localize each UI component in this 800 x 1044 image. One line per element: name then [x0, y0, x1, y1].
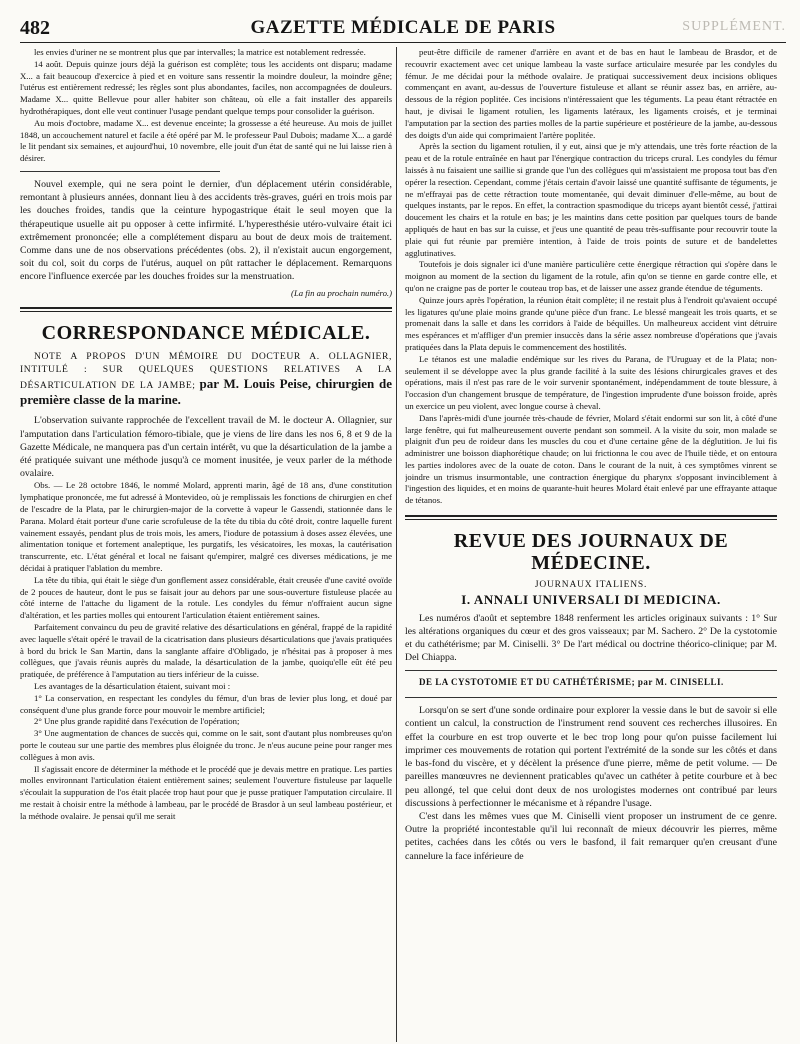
- two-column-body: [20, 47, 786, 1042]
- paragraph: Dans l'après-midi d'une journée très-chaude de février, Molard s'était endormi sur son lit, à côté d'une large fenêtre, qui fut malheureusement ouverte pendant son sommeil. A la visite du soir, mon malade se plaignit d'un peu de roideur dans les muscles du cou et d'une certaine gêne de la déglutition. Je lui fis administrer une boisson diaphorétique chaude; on lui frictionna le cou avec de l'huile tiède, et on entoura les parties indolores avec de la ouate de coton. Dans le courant de la nuit, à ces symptômes vinrent se joindre un trismus insurmontable, une contraction énergique du pharynx s'opposant invinciblement à l'ingestion des liquides, et en moins de quarante-huit heures Molard était enlevé par une effrayante attaque de tétanos.: [405, 412, 777, 506]
- paragraph: Toutefois je dois signaler ici d'une manière particulière cette énergique rétraction qui s'opère dans le moignon au moment de la section du ligament de la rotule, afin qu'on se tienne en garde contre elle, et qu'on ne craigne pas de porter le couteau trop bas, et de laisser une assez grande étendue de téguments.: [405, 259, 777, 293]
- bleed-through-text: SUPPLÉMENT.: [682, 19, 786, 34]
- section-divider: [405, 515, 777, 520]
- paragraph: 2° Une plus grande rapidité dans l'exécution de l'opération;: [34, 716, 240, 727]
- article-heading-title: NOTE A PROPOS D'UN MÉMOIRE DU DOCTEUR A. OLLAGNIER, INTITULÉ : SUR QUELQUES QUESTIONS RELATIVES A LA DÉSARTICULATION DE LA JAMBE;: [20, 351, 392, 392]
- paragraph: les envies d'uriner ne se montrent plus que par intervalles; la matrice est notablement redressée.: [34, 47, 366, 57]
- paragraph: Au mois d'octobre, madame X... est devenue enceinte; la grossesse a été heureuse. Au mois de juillet 1848, un accouchement naturel et facile a été opéré par M. le professeur Paul Dubois; madame X... a gardé le lit pendant six semaines, et aujourd'hui, 10 novembre, elle jouit d'un état de santé qui ne lui laisse rien à désirer.: [20, 117, 392, 164]
- divider: [20, 171, 220, 172]
- paragraph: 1° La conservation, en respectant les condyles du fémur, d'un bras de levier plus long, et doué par conséquent d'une plus grande force pour mouvoir le membre artificiel;: [20, 692, 392, 715]
- paragraph: L'observation suivante rapprochée de l'excellent travail de M. le docteur A. Ollagnier, sur l'amputation dans l'articulation fémoro-tibiale, que je viens de lire dans les nos 6, 8 et 9 de la Gazette Médicale, ne manquera pas d'un certain intérêt, vu que la désarticulation de la jambe a été pratiquée suivant une méthode jusqu'à ce moment inusitée, je veux parler de la méthode ovalaire.: [20, 415, 392, 480]
- section-title-correspondance: CORRESPONDANCE MÉDICALE.: [41, 322, 371, 345]
- paragraph: Parfaitement convaincu du peu de gravité relative des désarticulations en général, frappé de la rapidité avec laquelle s'était opéré le travail de la cicatrisation dans plusieurs désarticulations que j'avais pratiquées à bord du brick le San Martin, dans la sanglante affaire d'Obligado, je n'hésitai pas à proposer à mes collègues, que j'avais réunis auprès du malade, la désarticulation de la jambe, quoiqu'elle eût été peu pratiquée, de préférence à l'amputation au tiers inférieur de la cuisse.: [20, 621, 392, 680]
- journal-title: GAZETTE MÉDICALE DE PARIS: [250, 17, 556, 38]
- subheading-annali: I. ANNALI UNIVERSALI DI MEDICINA.: [461, 591, 721, 607]
- paragraph: Obs. — Le 28 octobre 1846, le nommé Molard, apprenti marin, âgé de 18 ans, d'une constitution lymphatique prononcée, me fut adressé à Montevideo, où je remplissais les fonctions de chirurgien en chef de l'escadre de la Plata, par le chirurgien-major de la corvette à vapeur le Gassendi, stationnée dans le Parana. Molard était porteur d'une carie scrofuleuse de la tête du tibia du côté droit, contre laquelle furent vainement essayés, pendant plus de trois mois, les amers, l'iodure de potassium à doses assez élevées, une alimentation tonique et fortement analeptique, les purgatifs, les vésicatoires, les moxas, la cautérisation transcurrente, etc. L'état général et local ne faisant qu'empirer, malgré ces diverses médications, je me décidai à pratiquer l'ablation du membre.: [20, 480, 392, 573]
- section-divider: [20, 307, 392, 312]
- page-header: [20, 14, 786, 43]
- paragraph: Après la section du ligament rotulien, il y eut, ainsi que je m'y attendais, une très forte réaction de la peau et de la rotule entraînée en haut par l'énergique contraction du triceps crural. Les condyles du fémur laissés à nu faisaient une saillie si grande que l'un des collègues qui m'assistaient me proposa tout bas d'en opérer la resection. Cependant, comme j'étais certain d'avoir laissé une quantité suffisante de téguments, je ne m'effrayai pas de cette rétraction toute momentanée, qui devait diminuer d'elle-même, au bout de quelques instants, par le repos. En effet, la contraction spasmodique du triceps ayant bientôt cessé, j'attirai doucement les chairs et la rotule en bas; je les maintins dans cette position par quelques tours de bande appliqués de haut en bas sur la cuisse, et j'eus une quantité de peau très-suffisante pour recouvrir toute la plaie qui fut réunie par première intention, à l'aide de trois points de suture et de bandelettes agglutinatives.: [405, 141, 777, 258]
- paragraph: C'est dans les mêmes vues que M. Ciniselli vient proposer un instrument de ce genre. Outre la propriété incontestable qu'il lui reconnaît de mieux découvrir les pierres, même petites, cachées dans les côtés ou vers le basfond, il fait remarquer qu'en creusant d'une cannelure la face inférieure de: [405, 810, 777, 862]
- paragraph: Il s'agissait encore de déterminer la méthode et le procédé que je devais mettre en pratique. Les parties molles environnant l'articulation étaient entièrement saines; seulement l'ouverture fistuleuse par laquelle s'écoulait la suppuration de l'os était placée trop haut pour que je pusse pratiquer l'amputation circulaire. Il me restait à choisir entre la méthode à lambeau, par le procédé de Brasdor à un seul lambeau postérieur, et la méthode ovalaire. Je pensai qu'il me serait: [20, 763, 392, 821]
- paragraph: Nouvel exemple, qui ne sera point le dernier, d'un déplacement utérin considérable, remontant à plusieurs années, donnant lieu à des accidents très-graves, guéri en trois mois par les douches froides, tandis que la ceinture hypogastrique était le seul moyen que la thérapeutique usuelle ait pu opposer à cette infirmité. L'hyperesthésie utéro-vulvaire était ici extrêmement prononcée; elle a complétement disparu au bout de deux mois de traitement. Comme dans une de nos observations précédentes (obs. 2), il n'existait aucun engorgement, soit du col, soit du corps de l'utérus, auquel on pût rattacher le déplacement. Remarquons encore l'influence exercée par les douches froides sur la menstruation.: [20, 178, 392, 283]
- column-rule: [396, 47, 397, 1042]
- paragraph: Lorsqu'on se sert d'une sonde ordinaire pour explorer la vessie dans le but de savoir si elle contient un calcul, la construction de l'instrument rend souvent ces recherches illusoires. En effet la courbure en est trop ouverte et le bec trop long pour qu'on puisse facilement lui imprimer ces mouvements de rotation qui portent l'extrémité de la sonde sur les côtés et dans le bas-fond du viscère, et y décèlent la présence d'une pierre, même de petit volume. — De pareilles manœuvres ne deviennent praticables qu'avec un cathéter à petite courbure et à bec peu allongé, tel que celui dont deux de nos urologistes modernes ont contribué par leurs discussions à perfectionner le mécanisme et à répandre l'usage.: [405, 705, 777, 809]
- section-title-revue: REVUE DES JOURNAUX DE MÉDECINE.: [453, 530, 729, 575]
- article-heading-author: par M. Louis Peise, chirurgien de première classe de la marine.: [20, 376, 392, 408]
- right-column: [405, 47, 777, 1042]
- paragraph: peut-être difficile de ramener d'arrière en avant et de bas en haut le lambeau de Brasdor, et de recouvrir exactement avec cet unique lambeau la vaste surface articulaire mesurée par les condyles du fémur. Je me décidai pour la méthode ovalaire. Je pratiquai successivement deux incisions obliques commençant en avant, au-dessus de l'ouverture fistuleuse et allant se réunir assez bas, en arrière, au-dessous de la région poplitée. Ces incisions n'intéressaient que les téguments. La peau étant rétractée en haut, je divisai le ligament rotulien, les ligaments latéraux, les ligaments croisés, et je terminai l'amputation par la section des parties molles de la partie supérieure et postérieure de la jambe, au-dessous des doigts d'un aide qui comprimaient l'artère poplitée.: [405, 47, 777, 140]
- article-title: DE LA CYSTOTOMIE ET DU CATHÉTÉRISME; par M. CINISELLI.: [419, 677, 724, 688]
- paragraph: Le tétanos est une maladie endémique sur les rives du Parana, de l'Uruguay et de la Plata; non-seulement il se développe avec la plus grande facilité à la suite des lésions chirurgicales graves et des opérations, mais il n'est pas rare de le voir survenir spontanément, indépendamment de toute blessure, à l'occasion d'un changement brusque de température, de l'ingestion imprudente d'une boisson froide, après un exercice un peu violent, avec longue course à cheval.: [405, 353, 777, 411]
- paragraph: Les numéros d'août et septembre 1848 renferment les articles originaux suivants : 1° Sur les altérations organiques du cœur et des gros vaisseaux; par M. Sachero. 2° De la cystotomie et du cathétérisme; par M. Ciniselli. 3° De l'art médical ou doctrine théorico-clinique; par M. Del Chiappa.: [405, 612, 777, 664]
- continuation-note: (La fin au prochain numéro.): [291, 287, 392, 298]
- left-column: [20, 47, 392, 1042]
- subheading-journaux: JOURNAUX ITALIENS.: [534, 580, 648, 591]
- article-heading: [20, 350, 392, 408]
- page-number: 482: [20, 17, 50, 39]
- paragraph: La tête du tibia, qui était le siège d'un gonflement assez considérable, était creusée d'une cavité ovoïde de 2 pouces de hauteur, dont le pus se faisait jour au dehors par une sous-ouverture fistuleuse placée au côté interne de l'attache du ligament de la rotule. Les condyles du fémur n'offraient aucun signe d'altération, et les parties molles qui entourent l'articulation étaient entièrement saines.: [20, 574, 392, 621]
- divider: [405, 697, 777, 698]
- paragraph: 3° Une augmentation de chances de succès qui, comme on le sait, sont d'autant plus nombreuses qu'on porte le couteau sur une partie des membres plus éloignée du tronc. Je n'eus aucune peine pour ranger mes collègues à mon avis.: [20, 728, 392, 762]
- paragraph: Quinze jours après l'opération, la réunion était complète; il ne restait plus à l'endroit qu'avaient occupé les ligatures qu'une plaie moins grande qu'une pièce d'un franc. Le blessé mangeait les trois quarts, et se promenait dans la salle et dans les corridors à l'aide de béquilles. Un malheureux accident vint détruire mes espérances et m'affliger d'un premier insuccès dans la série assez nombreuse d'opérations que j'avais pratiquées dans la Plata depuis le commencement des hostilités.: [405, 294, 777, 352]
- paragraph: Les avantages de la désarticulation étaient, suivant moi :: [34, 680, 231, 691]
- paragraph: 14 août. Depuis quinze jours déjà la guérison est complète; tous les accidents ont disparu; madame X... a fait beaucoup d'exercice à pied et en voiture sans ressentir la moindre douleur, la moindre gêne; l'utérus est entièrement redressé; les règles sont plus abondantes, faciles, non accompagnées de douleurs. Madame X... quitte Bellevue pour aller habiter son château, où elle a fait installer des appareils hydrothérapiques, dont elle veut continuer l'usage pendant quelque temps pour consolider la guérison.: [20, 58, 392, 116]
- divider: [405, 670, 777, 671]
